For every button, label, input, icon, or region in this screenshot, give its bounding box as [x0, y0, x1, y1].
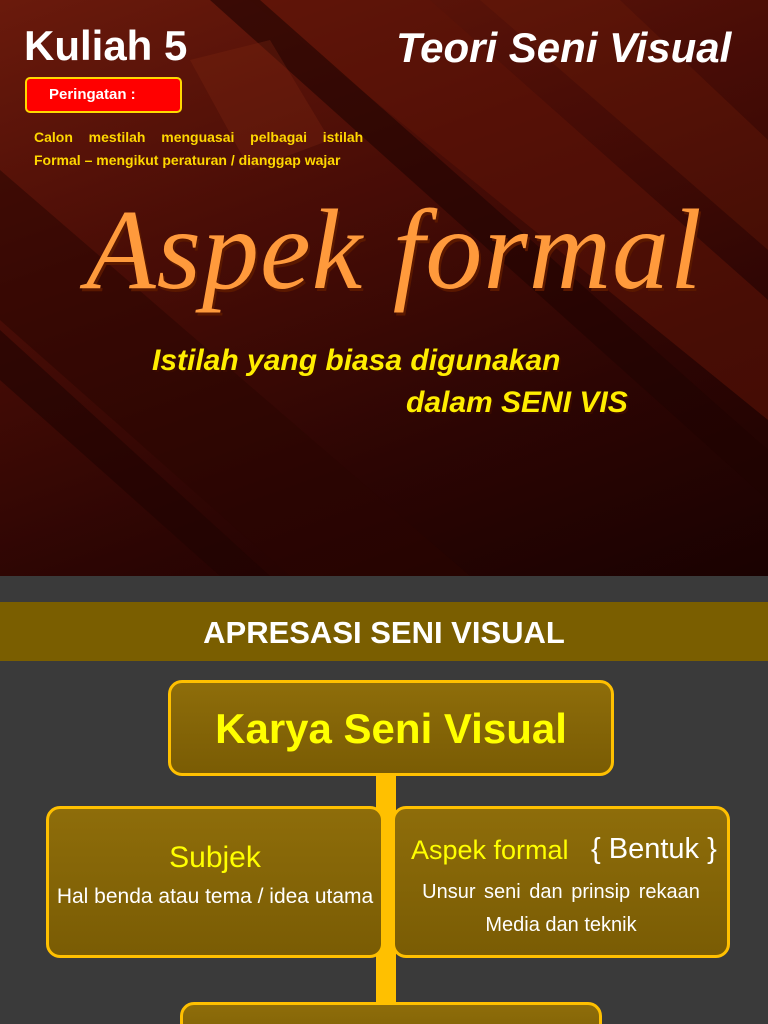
formal-aspect-line-2: Media dan teknik: [485, 914, 637, 936]
bottom-box: [180, 1002, 602, 1024]
subtitle-line-2: dalam SENI VIS: [406, 386, 628, 419]
main-concept-box: [168, 680, 614, 776]
course-title: Teori Seni Visual: [396, 24, 732, 71]
formal-aspect-line-1: Unsur seni dan prinsip rekaan: [422, 881, 700, 903]
main-concept-label: Karya Seni Visual: [215, 705, 567, 752]
slide-header: APRESASI SENI VISUAL: [0, 602, 768, 661]
warning-badge: Peringatan :: [25, 77, 182, 113]
subtitle-block: [150, 340, 678, 440]
formal-aspect-bracket: { Bentuk }: [591, 833, 717, 865]
warning-note-line-1: Calon mestilah menguasai pelbagai istilah: [34, 129, 364, 145]
formal-aspect-title: Aspek formal: [411, 835, 569, 865]
subject-title: Subjek: [169, 841, 261, 874]
subtitle-line-1: Istilah yang biasa digunakan: [152, 344, 561, 377]
lecture-number: Kuliah 5: [24, 22, 188, 69]
subject-box: [46, 806, 384, 958]
warning-note-line-2: Formal – mengikut peraturan / dianggap wajar: [34, 152, 341, 168]
slide-heading: Aspek formal: [86, 186, 703, 313]
subject-description: Hal benda atau tema / idea utama: [56, 885, 374, 908]
formal-aspect-box: [392, 806, 730, 958]
slide-apresiasi: [0, 576, 768, 1024]
